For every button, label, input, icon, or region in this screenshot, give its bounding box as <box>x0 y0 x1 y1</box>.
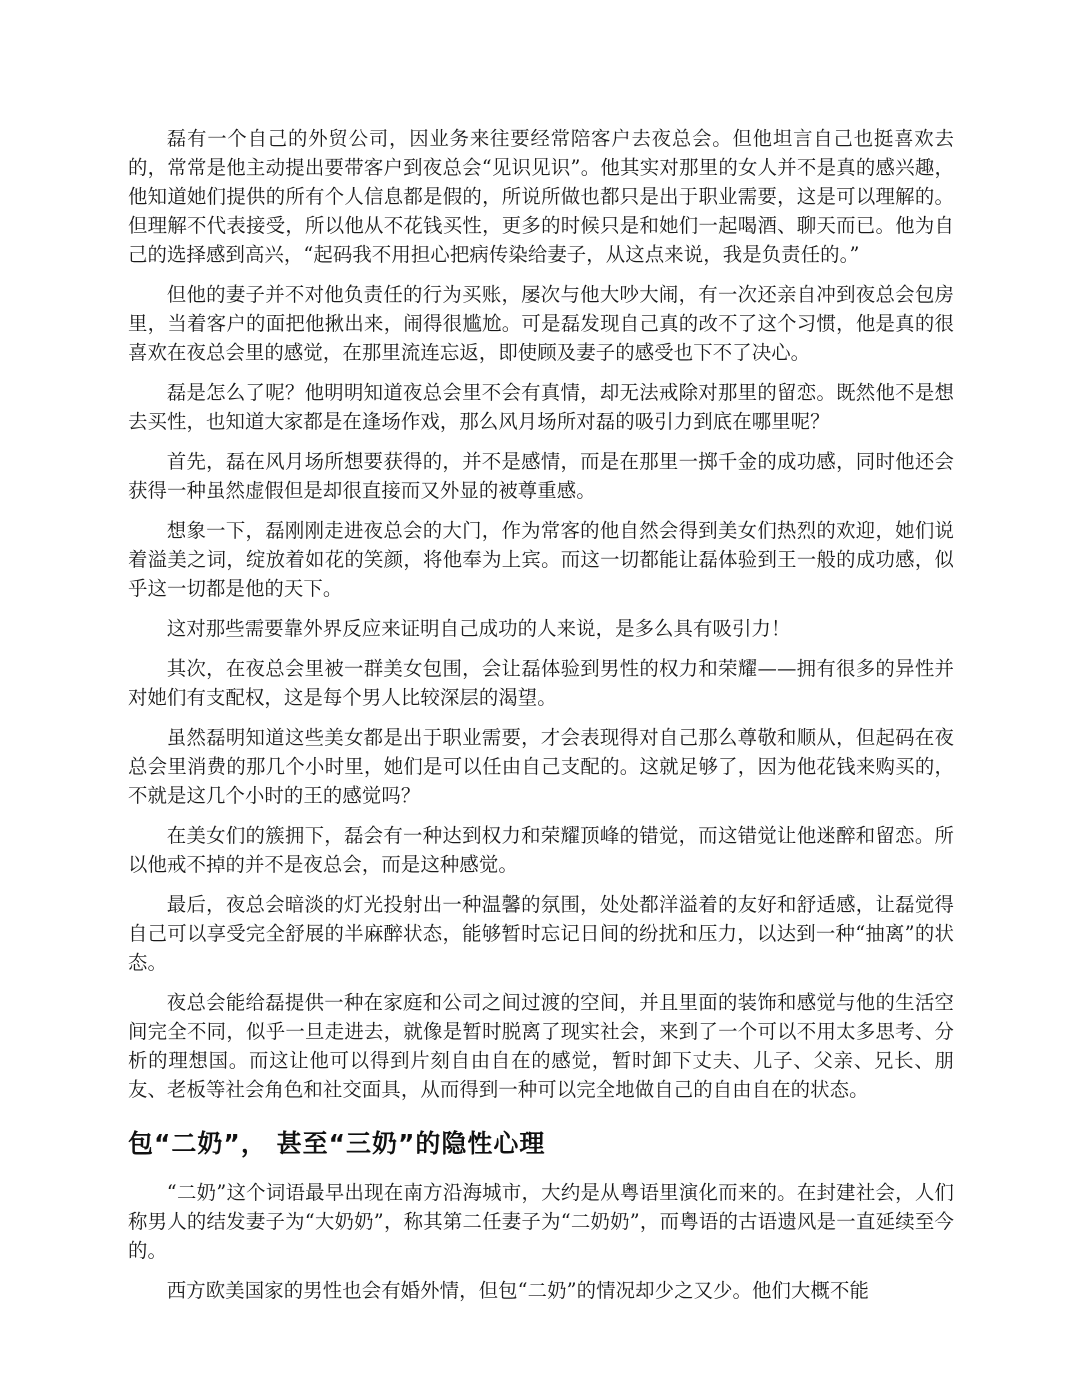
paragraph: 西方欧美国家的男性也会有婚外情，但包“二奶”的情况却少之又少。他们大概不能 <box>166 1279 869 1302</box>
paragraph: 其次，在夜总会里被一群美女包围，会让磊体验到男性的权力和荣耀——拥有很多的异性并对她们有支配权，这是每个男人比较深层的渴望。 <box>128 657 954 709</box>
paragraph: 磊有一个自己的外贸公司，因业务来往要经常陪客户去夜总会。但他坦言自己也挺喜欢去的，常常是他主动提出要带客户到夜总会“见识见识”。他其实对那里的女人并不是真的感兴趣，他知道她们提供的所有个人信息都是假的，所说所做也都只是出于职业需要，这是可以理解的。但理解不代表接受，所以他从不花钱买性，更多的时候只是和她们一起喝酒、聊天而已。他为自己的选择感到高兴，“起码我不用担心把病传染给妻子，从这点来说，我是负责任的。” <box>128 127 954 266</box>
paragraph: 首先，磊在风月场所想要获得的，并不是感情，而是在那里一掷千金的成功感，同时他还会获得一种虽然虚假但是却很直接而又外显的被尊重感。 <box>128 450 954 502</box>
paragraph: 最后，夜总会暗淡的灯光投射出一种温馨的氛围，处处都洋溢着的友好和舒适感，让磊觉得自己可以享受完全舒展的半麻醉状态，能够暂时忘记日间的纷扰和压力，以达到一种“抽离”的状态。 <box>128 893 954 974</box>
paragraph: 虽然磊明知道这些美女都是出于职业需要，才会表现得对自己那么尊敬和顺从，但起码在夜总会里消费的那几个小时里，她们是可以任由自己支配的。这就足够了，因为他花钱来购买的，不就是这几个小时的王的感觉吗？ <box>128 726 954 807</box>
paragraph: 在美女们的簇拥下，磊会有一种达到权力和荣耀顶峰的错觉，而这错觉让他迷醉和留恋。所以他戒不掉的并不是夜总会，而是这种感觉。 <box>128 824 954 876</box>
section-heading: 包“二奶”， 甚至“三奶”的隐性心理 <box>128 1129 546 1158</box>
paragraph: 这对那些需要靠外界反应来证明自己成功的人来说，是多么具有吸引力！ <box>166 617 791 640</box>
paragraph: “二奶”这个词语最早出现在南方沿海城市，大约是从粤语里演化而来的。在封建社会，人们称男人的结发妻子为“大奶奶”，称其第二任妻子为“二奶奶”，而粤语的古语遗风是一直延续至今的。 <box>128 1181 954 1262</box>
paragraph: 夜总会能给磊提供一种在家庭和公司之间过渡的空间，并且里面的装饰和感觉与他的生活空间完全不同，似乎一旦走进去，就像是暂时脱离了现实社会，来到了一个可以不用太多思考、分析的理想国。而这让他可以得到片刻自由自在的感觉，暂时卸下丈夫、儿子、父亲、兄长、朋友、老板等社会角色和社交面具，从而得到一种可以完全地做自己的自由自在的状态。 <box>128 991 954 1101</box>
paragraph: 但他的妻子并不对他负责任的行为买账，屡次与他大吵大闹，有一次还亲自冲到夜总会包房里，当着客户的面把他揪出来，闹得很尴尬。可是磊发现自己真的改不了这个习惯，他是真的很喜欢在夜总会里的感觉，在那里流连忘返，即使顾及妻子的感受也下不了决心。 <box>128 283 954 364</box>
paragraph: 想象一下，磊刚刚走进夜总会的大门，作为常客的他自然会得到美女们热烈的欢迎，她们说着溢美之词，绽放着如花的笑颜，将他奉为上宾。而这一切都能让磊体验到王一般的成功感，似乎这一切都是他的天下。 <box>128 519 954 600</box>
document-body <box>128 124 954 1316</box>
paragraph: 磊是怎么了呢？他明明知道夜总会里不会有真情，却无法戒除对那里的留恋。既然他不是想去买性，也知道大家都是在逢场作戏，那么风月场所对磊的吸引力到底在哪里呢？ <box>128 381 954 433</box>
